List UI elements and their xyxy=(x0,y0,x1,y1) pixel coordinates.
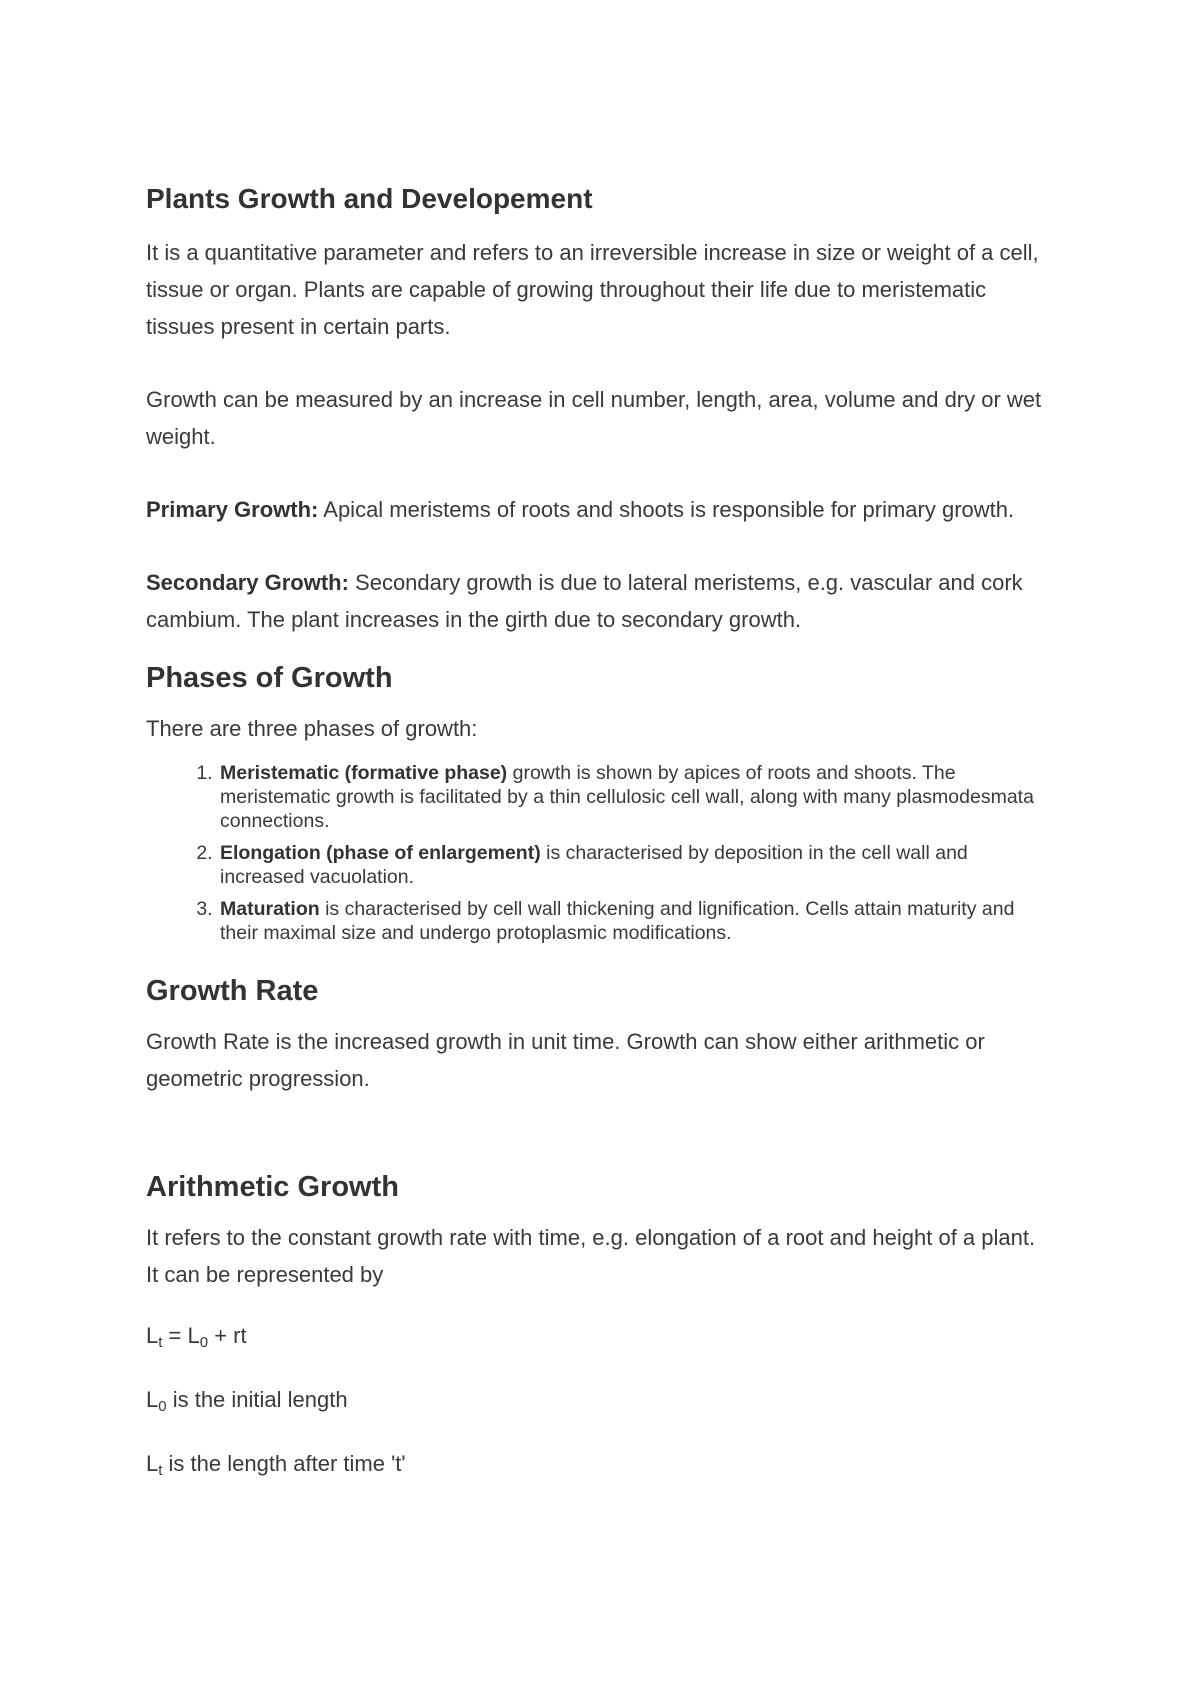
formula-lhs: L xyxy=(146,1323,159,1348)
formula-lhs-subscript: t xyxy=(158,1334,163,1351)
definition-subscript: 0 xyxy=(158,1398,167,1415)
arithmetic-growth-paragraph: It refers to the constant growth rate with time, e.g. elongation of a root and height of a plant. It can be represented by xyxy=(146,1225,1036,1287)
secondary-growth-label: Secondary Growth: xyxy=(146,570,349,595)
phases-intro: There are three phases of growth: xyxy=(146,716,478,741)
phase-text: is characterised by cell wall thickening and lignification. Cells attain maturity and their maximal size and undergo protoplasmic modifications. xyxy=(220,898,1015,944)
measure-paragraph: Growth can be measured by an increase in cell number, length, area, volume and dry or wet weight. xyxy=(146,387,1042,449)
growth-rate-heading: Growth Rate xyxy=(146,975,319,1007)
list-item xyxy=(218,761,1046,833)
phases-list xyxy=(146,761,1046,945)
phase-label: Maturation xyxy=(220,898,320,920)
arithmetic-growth-heading: Arithmetic Growth xyxy=(146,1171,399,1203)
phase-text: is characterised by deposition in the cell wall and increased vacuolation. xyxy=(220,842,968,888)
definition-text: is the length after time 't' xyxy=(162,1451,406,1476)
definition-symbol: L xyxy=(146,1451,159,1476)
phase-label: Meristematic (formative phase) xyxy=(220,762,508,784)
initial-length-definition xyxy=(146,1381,1046,1421)
formula-rhs: + rt xyxy=(208,1323,247,1348)
list-item xyxy=(218,841,1046,889)
formula-mid: = L xyxy=(162,1323,200,1348)
length-after-time-definition xyxy=(146,1445,1046,1485)
phase-label: Elongation (phase of enlargement) xyxy=(220,842,541,864)
secondary-growth-paragraph xyxy=(146,564,1046,638)
arithmetic-formula xyxy=(146,1317,1046,1357)
growth-rate-paragraph: Growth Rate is the increased growth in unit time. Growth can show either arithmetic or geometric progression. xyxy=(146,1029,985,1091)
list-item xyxy=(218,897,1046,945)
primary-growth-text: Apical meristems of roots and shoots is responsible for primary growth. xyxy=(318,497,1015,522)
intro-paragraph: It is a quantitative parameter and refers to an irreversible increase in size or weight of a cell, tissue or organ. Plants are capable of growing throughout their life due to meristematic tissues present in certain parts. xyxy=(146,240,1039,339)
document-title: Plants Growth and Developement xyxy=(146,183,593,214)
secondary-growth-text: Secondary growth is due to lateral meristems, e.g. vascular and cork cambium. The plant increases in the girth due to secondary growth. xyxy=(146,570,1023,632)
formula-mid-subscript: 0 xyxy=(199,1334,209,1351)
primary-growth-paragraph xyxy=(146,491,1046,528)
definition-symbol: L xyxy=(146,1387,159,1412)
document-page xyxy=(146,182,1046,1485)
primary-growth-label: Primary Growth: xyxy=(146,497,319,522)
definition-subscript: t xyxy=(158,1462,163,1479)
phases-heading: Phases of Growth xyxy=(146,662,393,694)
definition-text: is the initial length xyxy=(166,1387,348,1412)
phase-text: growth is shown by apices of roots and shoots. The meristematic growth is facilitated by a thin cellulosic cell wall, along with many plasmodesmata connections. xyxy=(220,762,1034,832)
